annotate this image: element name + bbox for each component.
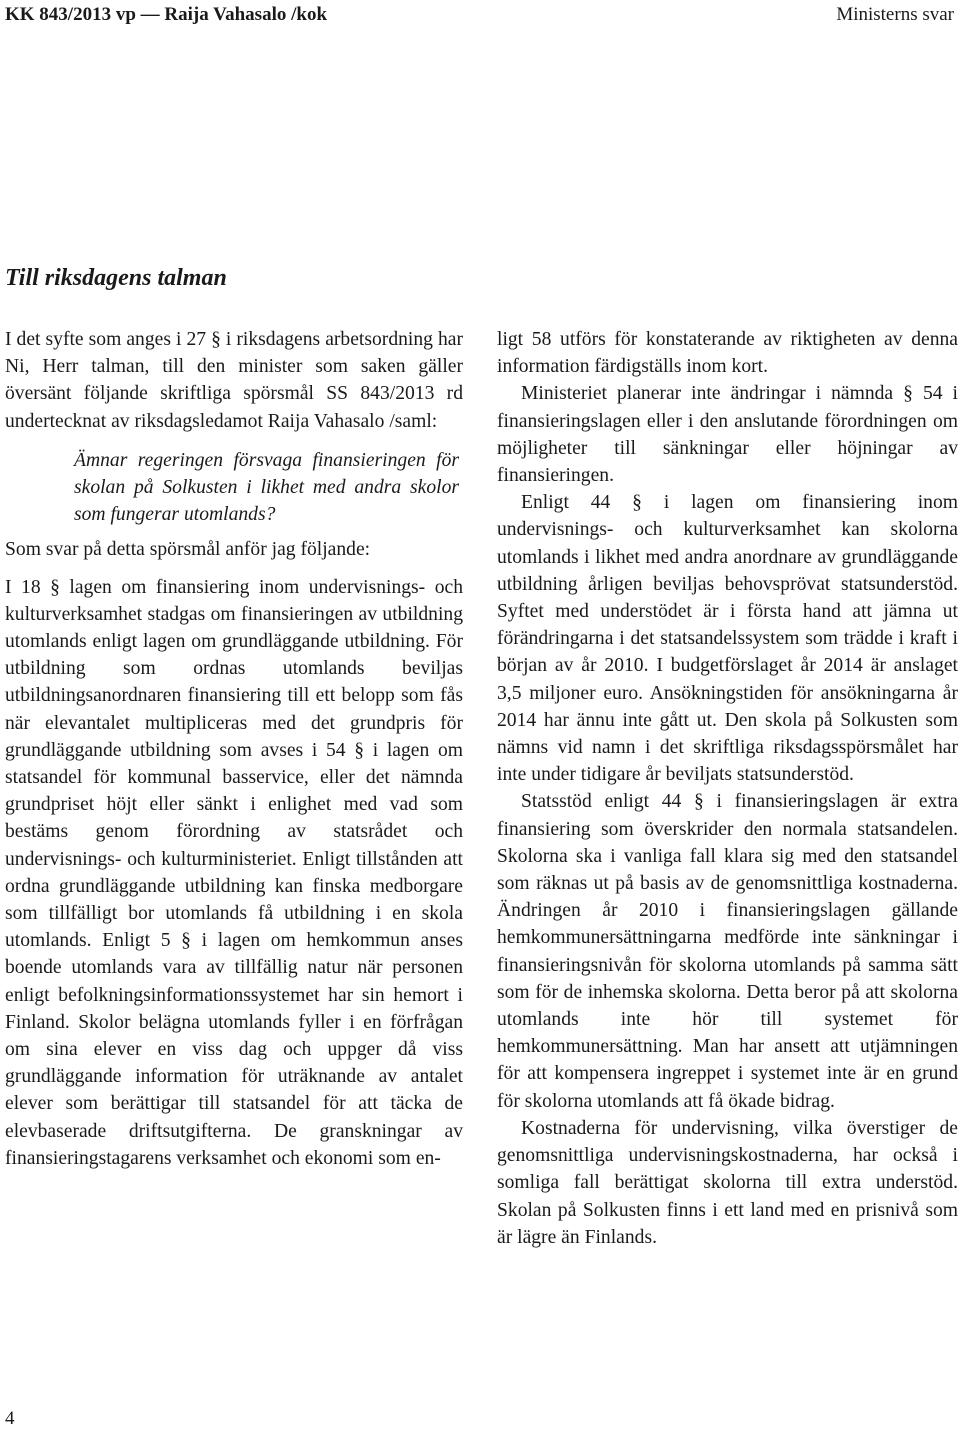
paragraph-4: Statsstöd enligt 44 § i finansieringslagen är extra finansiering som överskrider den normala statsandelen. Skolorna ska i vanliga fall klara sig med den statsandel som räknas ut på basis av de genomsnittliga kostnaderna. Ändringen år 2010 i finansieringslagen gällande hemkommunersättningarna medförde inte sänkningar i finansieringsnivån för skolorna utomlands på samma sätt som för de inhemska skolorna. Detta beror på att skolorna utomlands inte hör till systemet för hemkommunersättning. Man har ansett att utjämningen för att kompensera ingreppet i systemet inte är en grund för skolorna utomlands att få ökade bidrag. (497, 791, 958, 1112)
paragraph-3: Enligt 44 § i lagen om finansiering inom undervisnings- och kulturverksamhet kan skolorna utomlands i likhet med andra anordnare av grundläggande utbildning årligen beviljas behovsprövat statsunderstöd. Syftet med understödet är i första hand att jämna ut förändringarna i det statsandelssystem som trädde i kraft i början av år 2010. I budgetförslaget år 2014 är anslaget 3,5 miljoner euro. Ansökningstiden för ansökningarna år 2014 har ännu inte gått ut. Den skola på Solkusten som nämns vid namn i det skriftliga riksdagsspörsmålet har inte under tidigare år beviljats statsunderstöd. (497, 492, 958, 786)
question-quote: Ämnar regeringen försvaga finansieringen för skolan på Solkusten i likhet med andra skolor som fungerar utomlands? (74, 449, 459, 526)
paragraph-1: ligt 58 utförs för konstaterande av riktigheten av denna information färdigställs inom kort. (497, 329, 958, 378)
paragraph-2: Ministeriet planerar inte ändringar i nämnda § 54 i finansieringslagen eller i den anslutande förordningen om möjligheter till sänkningar eller höjningar av finansieringen. (497, 383, 958, 487)
answer-body: I 18 § lagen om finansiering inom undervisnings- och kulturverksamhet stadgas om finansieringen av utbildning utomlands enligt lagen om grundläggande utbildning. För utbildning som ordnas utomlands beviljas utbildningsanordnaren finansiering till ett belopp som fås när elevantalet multipliceras med det grundpris för grundläggande utbildning som avses i 54 § i lagen om statsandel för kommunal basservice, eller det nämnda grundpriset höjt eller sänkt i enlighet med vad som bestäms genom förordning av statsrådet och undervisnings- och kulturministeriet. Enligt tillstånden att ordna grundläggande utbildning kan finska medborgare som tillfälligt bor utomlands få utbildning i en skola utomlands. Enligt 5 § i lagen om hemkommun anses boende utomlands vara av tillfällig natur när personen enligt befolkningsinformationssystemet har sin hemort i Finland. Skolor belägna utomlands fyller i en förfrågan om sina elever en viss dag och uppger då viss grundläggande information för uträknande av antalet elever som berättigar till statsandel för att täcka de elevbaserade driftsutgifterna. De granskningar av finansieringstagarens verksamhet och ekonomi som en- (5, 576, 463, 1169)
right-column (497, 326, 958, 1251)
page-title: Till riksdagens talman (5, 265, 227, 291)
document-reference: KK 843/2013 vp — Raija Vahasalo /kok (5, 4, 328, 25)
paragraph-5: Kostnaderna för undervisning, vilka överstiger de genomsnittliga undervisningskostnaderna, har också i somliga fall berättigat skolorna till extra understöd. Skolan på Solkusten finns i ett land med en prisnivå som är lägre än Finlands. (497, 1117, 958, 1248)
answer-intro: Som svar på detta spörsmål anför jag följande: (5, 539, 371, 561)
left-column (5, 326, 463, 1172)
section-label: Ministerns svar (836, 4, 954, 25)
page-header (0, 0, 960, 30)
page-number: 4 (5, 1408, 15, 1429)
intro-paragraph: I det syfte som anges i 27 § i riksdagens arbetsordning har Ni, Herr talman, till den minister som saken gäller översänt följande skriftliga spörsmål SS 843/2013 rd undertecknat av riksdagsledamot Raija Vahasalo /saml: (5, 329, 463, 432)
